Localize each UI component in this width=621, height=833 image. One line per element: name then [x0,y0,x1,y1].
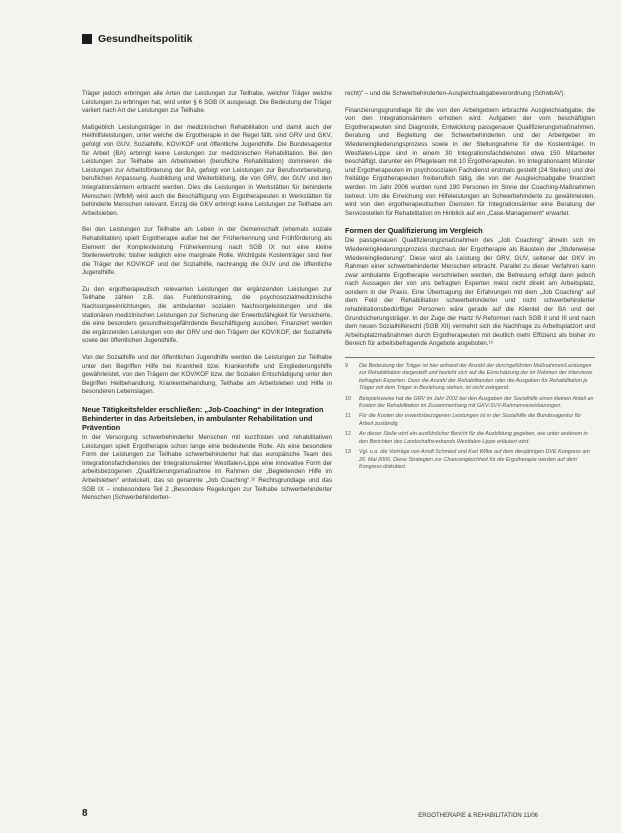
section-marker-square [82,34,92,44]
footnote-number: 9 [345,363,348,370]
body-paragraph: Bei den Leistungen zur Teilhabe am Leben in der Gemeinschaft (ehemals soziale Rehabilitation) spielt Ergotherapie außer bei der Früherkennung und Frühförderung als Element der Komplexleistung Früherkennung nach SGB IX nur eine kleine Stellenwertrolle; bisher lediglich eine marginale Rolle. Wichtigste Kostenträger sind hier die Träger der KOV/KOF und der Sozialhilfe, nachrangig die GUV und die öffentliche Jugendhilfe. [82,226,332,277]
footnote-number: 11 [345,413,351,420]
footnote-text: Die Bedeutung der Träger ist hier anhand der Anzahl der durchgeführten Maßnahmen/Leistungen zur Rehabilitation dargestellt und bezieht sich auf die Einschätzung der im Rahmen der Interviews befragten Experten. Dass die Anzahl der Rehabilitanden oder die Ausgaben für Rehabilitation je Träger mit dem Träger in Beziehung stehen, ist nicht zwingend. [359,363,593,392]
body-paragraph: Die passgenauen Qualifizierungsmaßnahmen des „Job Coaching“ ähneln sich im Wiedereingliederungsprozess durchaus der Ergotherapie als Baustein der „Stufenweise Wiedereingliederung“. Diese wird als Leistung der GRV, GUV, seltener der GKV im Rahmen einer schwerbehinderter Menschen erbracht. Parallel zu dieser Verfahren kann zwar ambulante Ergotherapie verschrieben werden, die Betreuung erfolgt dann jedoch nach Aussagen der von uns befragten Experten meist nicht direkt am Arbeitsplatz, sondern in der Praxis. Eine Übertragung der Erfahrungen mit dem „Job Coaching“ auf dem Feld der Rehabilitation schwerbehinderter und nicht schwerbehinderter rehabilitationsbedürftiger Personen wäre gerade auf die Klientel der BA und der Grundsicherungsträger. In der Zuge der Hartz IV-Reformen nach SGB II und III und nach dem neuen Sozialhilferecht (SGB XII) vermehrt sich die Nachfrage zu Arbeitsplatzort und Arbeitsplatzmaßnahmen durch Ergotherapeuten mit deutlich mehr Effizienz als bisher im Bereich für arbeitsbefragende Angebote angeboten.¹³ [345,237,595,348]
footer-reference: ERGOTHERAPIE & REHABILITATION 11/06 [418,813,538,819]
footnote [345,413,595,428]
body-paragraph: Maßgeblich Leistungsträger in der medizinischen Rehabilitation und damit auch der Heilhilfsleistungen, unter welche die Ergotherapie in der Regel fällt, sind GRV und GKV, gefolgt von GUV, Sozialhilfe, KOV/KOF und öffentliche Jugendhilfe. Die Bundesagentur für Arbeit (BA) erbringt keine Leistungen zur medizinischen Rehabilitation. Bei den Leistungen zur Teilhabe am Arbeitsleben (berufliche Rehabilitation) dominieren die Leistungen zur Arbeitsförderung der BA, gefolgt von Leistungen zur Berufsvorbereitung, beruflichen Anpassung, Ausbildung und Weiterbildung, die von GRV, der GUV und den Integrationsämtern erbracht werden. Dies die Leistungen in Werkstätten für behinderte Menschen (WfbM) wird auch die Beschäftigung von Ergotherapeuten in Werkstätten für behinderte Menschen relevant. Einzig die GKV erbringt keine Leistungen zur Teilhabe am Arbeitsleben. [82,123,332,217]
body-paragraph: Finanzierungsgrundlage für die von den Arbeitgebern erbrachte Ausgleichsabgabe, die von den Integrationsämtern erhoben wird. Aufgaben der vom beschäftigten Ergotherapeuten sind Diagnostik, Entwicklung passgenauer Qualifizierungsmaßnahmen, Beratung und Begleitung der Schwerbehinderten und der Arbeitgeber im Wiedereingliederungsprozess sowie in der Stellungnahme für die Kostenträger. In Westfalen-Lippe sind in einem 30 Integrationsfachdiensten etwa 150 Mitarbeiter beschäftigt, darunter ein Pflegeteam mit 10 Ergotherapeuten. Im Integrationsamt Münster und Ergotherapeuten im psychosozialen Fachdienst erstmals gestellt (24 Stellen) und drei freitätige Ergotherapeuten freiberuflich tätig, die von der Ausgleichsabgabe finanziert werden. Im Jahr 2006 wurden rund 190 Personen im Sinne der Coaching-Maßnahmen betreut. Um die Erreichung von Hilfeleistungen an Schwerbehinderte zu gewährleisten, wird von den ergotherapeutischen Diensten für Integrationsämter eine Beratung der Servicestellen für Rehabilitation im Hinblick auf ein „Case-Management“ erwartet. [345,106,595,217]
subsection-heading: Neue Tätigkeitsfelder erschließen: „Job-Coaching“ in der Integration Behinderter in das Arbeitsleben, in ambulanter Rehabilitation und Prävention [82,405,324,432]
body-paragraph: Träger jedoch erbringen alle Arten der Leistungen zur Teilhabe, welcher Träger welche Leistungen zu erbringen hat, wird unter § 6 SGB IX ausgesagt. Die Bedeutung der Träger variiert nach Art der Leistungen zur Teilhabe. [82,90,332,115]
footnote-text: Für die Kosten der erwerbsbezogenen Leistungen ist in der Sozialhilfe die Bundesagentur für Arbeit zuständig. [359,413,582,427]
body-paragraph: In der Versorgung schwerbehinderter Menschen mit kurzfristen und rehabilitativen Leistungen spielt Ergotherapie schon lange eine bedeutende Rolle. Als eine besondere Form der Leistungen zur Teilhabe schwerbehinderter hat das europäische Team des Integrationsfachdienstes der Integrationsämter Westfalen-Lippe eine innovative Form der arbeitsbezogenen „Qualifizierungsmaßnahme im Rahmen der „Begleitenden Hilfe im Arbeitsleben“ entwickelt, das so genannte „Job Coaching“.¹² Rechtsgrundlage und das SGB IX – insbesondere Teil 2 „Besondere Regelungen zur Teilhabe schwerbehinderter Menschen (Schwerbehinderten- [82,434,332,502]
page-number: 8 [82,808,88,819]
right-column [345,90,595,474]
body-paragraph: Zu den ergotherapeutisch relevanten Leistungen der ergänzenden Leistungen zur Teilhabe zählen z.B. das Funktionstraining, die psychosozialmedizinische Nachsorgeeinrichtungen, die ambulanten sozialen Nachsorgeleistungen und die stationären medizinischen Leistungen zur Sicherung der Erwerbsfähigkeit für Versicherte, die eine besonders gesundheitsgefährdende Beschäftigung ausüben. Finanziert werden die ergänzenden Leistungen von der GRV und den Trägern der KOV/KOF, der Sozialhilfe sowie der öffentlichen Jugendhilfe. [82,285,332,345]
section-title: Gesundheitspolitik [98,33,193,45]
body-paragraph: Von der Sozialhilfe und der öffentlichen Jugendhilfe werden die Leistungen zur Teilhabe unter den Begriffen Hilfe bei Krankheit bzw. Krankenhilfe und Eingliederungshilfe gewährleistet, von den Trägern der KOV/KOF bzw. der Sozialen Entschädigung unter den Begriffen Heilbehandlung, Krankenbehandlung, Teilhabe am Arbeitsleben und Hilfe in besonderen Lebenslagen. [82,354,332,396]
footnote-number: 13 [345,449,351,456]
footnotes [345,357,595,471]
footnote [345,363,595,393]
footnote-number: 10 [345,395,351,402]
body-paragraph: recht)“ – und die Schwerbehinderten-Ausgleichsabgabeverordnung (SchwbAV). [345,90,566,97]
footnote-text: Beispielsweise hat die GRV im Jahr 2002 bei den Ausgaben der Sozialhilfe einen kleinen Anteil an Kosten der Rehabilitation im Zusammenhang mit GKV-SVV-Rahmenvereinbarungen. [359,395,594,410]
section-header [82,33,193,45]
footnote [345,396,595,411]
footnote-text: Vgl. u.a. die Vorträge von Arndt Schmied und Karl Wilke auf dem diesjährigen DVE Kongress am 26. Mai 2006. Diese Strategien zur Chancengleichheit für die Ergotherapie werden auf dem Kongress diskutiert. [359,449,590,470]
footnote-number: 12 [345,431,351,438]
footnote [345,431,595,446]
left-column [82,90,332,511]
subsection-heading: Formen der Qualifizierung im Vergleich [345,226,483,236]
page-footer [82,808,538,819]
footnote [345,449,595,471]
footnote-text: An dieser Stelle wird ein ausführlicher Bericht für die Ausbildung gegeben, wie unter anderem in den Berichten des Landschaftsverbands Westfalen-Lippe erläutert wird. [359,431,588,445]
